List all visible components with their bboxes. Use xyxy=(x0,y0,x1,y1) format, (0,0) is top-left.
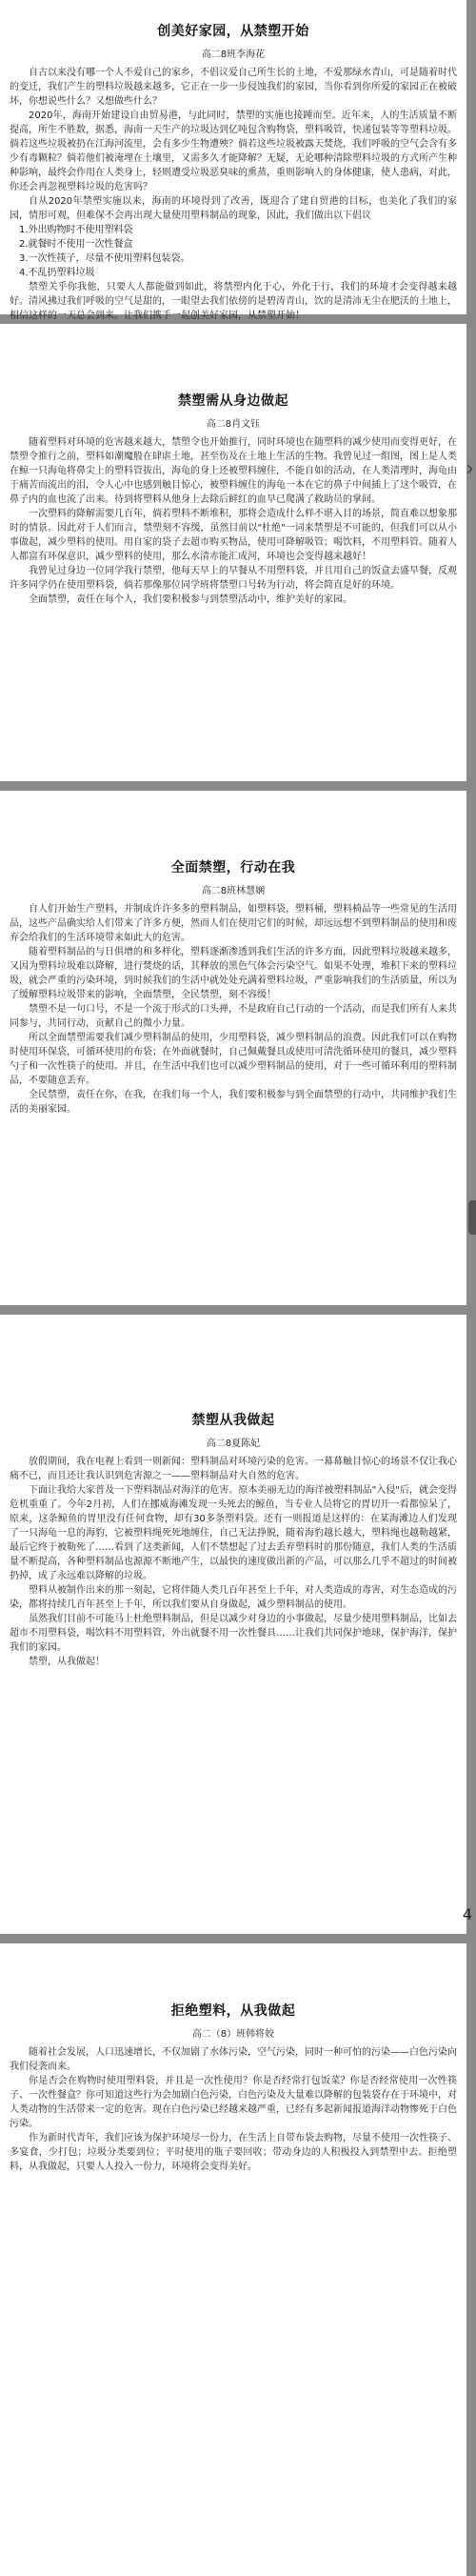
essay-paragraph: 禁塑不是一句口号，不是一个流于形式的口头禅，不是政府自己行动的一个活动，而是我们所有人来共同参与，共同行动，贡献自己的微小力量。 xyxy=(10,1004,457,1029)
essay-title: 禁塑需从身边做起 xyxy=(178,393,288,409)
document-page-5 xyxy=(0,1943,466,2576)
essay-paragraph: 一次塑料的降解需要几百年，倘若塑料不断堆积，那将会造成什么样不堪入目的场景，简直难以想象那时的情景。因此对于人们而言，禁塑刻不容缓，虽然目前以"杜绝"一词来禁塑是不可能的，但我们可以从小事做起，减少塑料的使用。用自家的袋子去超市购买物品，使用可降解吸管；喝饮料，不用塑料管。随着人人都富有环保意识，减少塑料的使用，那么水清赤能汇成河，环境也会变得越来越好！ xyxy=(10,509,457,562)
essay-paragraph: 我曾见过身边一位同学我行禁塑，他每天早上的早餐从不用塑料袋，并且用自己的饭盒去盛早餐，反观许多同学仍在使用塑料袋，倘若那像那位同学班将禁塑口号转为行动，将会简直是好的环境。 xyxy=(10,566,457,591)
essay-author: 高二8夏陈妃 xyxy=(206,1439,261,1449)
essay-author: 高二8班李海花 xyxy=(201,50,266,60)
essay-paragraph: 随着社会发展，人口迅速增长，不仅加剧了水体污染，空气污染，同时一种可怕的污染——白色污染向我们侵袭而来。 xyxy=(10,2047,457,2072)
scrollbar-handle[interactable] xyxy=(468,1200,476,1235)
essay-paragraph: 你是否会在购物时使用塑料袋，并且是一次性使用？你是否经常打包饭菜？你是否经常使用一次性筷子、一次性餐盒？你可知道这些行为会加剧白色污染，白色污染及大量难以降解的包装袋存在于环境中，对人类动物的生活带来一定的危害。现在白色污染已经越来越严重，已经有多起新闻报道海洋动物惨死于白色污染。 xyxy=(10,2076,457,2129)
list-item: 2.就餐时不使用一次性餐盒 xyxy=(19,239,133,250)
essay-paragraph: 自从2020年禁塑实施以来，海南的环境得到了改善，既迎合了建自贸港的目标，也美化了我们的家园，情形可观，但难保不会再出现大量使用塑料制品的现象，因此，我们做出以下倡议 xyxy=(10,196,457,221)
document-page-2 xyxy=(0,324,466,781)
essay-paragraph: 作为新时代青年，我们应该为保护环境尽一份力，在生活上自带布袋去购物，尽量不使用一次性筷子、多宴食，少打包；垃圾分类要到位；平时使用的瓶子要回收；带动身边的人积极投入到禁塑中去。拒绝塑料，从我做起，只要人人投入一份力，环境将会变得美好。 xyxy=(10,2133,457,2172)
document-page-3 xyxy=(0,791,466,1305)
essay-author: 高二（8）班韩将姣 xyxy=(191,2029,275,2040)
essay-paragraph: 自人们开始生产塑料，并制成许许多多的塑料制品，如塑料袋，塑料桶，塑料椅品等一些常见的生活用品，这些产品确实给人们带来了许多方便，然而人们在使用它们的时候，却远远想不到塑料制品的使用和废弃会给我们的生活环境带来如此大的危害。 xyxy=(10,904,457,943)
essay-title: 禁塑从我做起 xyxy=(191,1413,275,1428)
next-page-arrow-icon[interactable]: › xyxy=(466,457,474,481)
essay-paragraph: 禁塑，从我做起！ xyxy=(29,1657,105,1667)
essay-paragraph: 所以全面禁塑需要我们减少塑料制品的使用，少用塑料袋，减少塑料制品的浪费。因此我们可以在购物时使用环保袋，可循环使用的布袋；在外面就餐时，自己佩戴餐具或使用可清洗循环使用的餐具，减少塑料勺子和一次性筷子的使用。并且，在生活中我们也可以减少塑料制品的使用，对于一些可循环利用的塑料制品，不要随意丢弃。 xyxy=(10,1033,457,1086)
list-item: 1.外出购物时不使用塑料袋 xyxy=(19,225,133,235)
list-item: 3.一次性筷子，尽量不使用塑料包装袋。 xyxy=(19,253,190,264)
essay-paragraph: 塑料从被制作出来的那一刻起，它将伴随人类几百年甚至上千年，对人类造成的毒害，对生态造成的污染，都将持续几百年甚至上千年，所以我们要从自身做起，减少塑料制品的使用。 xyxy=(10,1585,457,1610)
essay-title: 拒绝塑料，从我做起 xyxy=(170,2003,296,2019)
list-item: 4.不乱扔塑料垃圾 xyxy=(19,268,95,278)
page-number: 4 xyxy=(462,1905,472,1923)
essay-title: 全面禁塑，行动在我 xyxy=(170,860,296,875)
essay-paragraph: 虽然我们目前不可能马上杜绝塑料制品，但是以减少对身边的小事做起，尽量少使用塑料制品，比如去超市不用塑料袋，喝饮料不用塑料管，外出就餐不用一次性餐具……让我们共同保护地球，保护海洋，保护我们的家园。 xyxy=(10,1614,457,1653)
essay-paragraph: 随着塑料对环境的危害越来越大，禁塑令也开始推行，同时环境也在随塑料的减少使用而变得更好，在禁塑令推行之前，塑料如潮魔般在肆虐土地，甚至伤及在土地上生活的生物。我曾见过一组图，图上是人类在鲸一只海龟将鼻尖上的塑料管拔出，海龟的身上还被塑料缠住，不能自如的活动，在人类清理时，海龟由于痛苦而流出的泪，令人心中也感到触目惊心，被塑料缠住的海龟一本在它的鼻子中间插上了这个吸管，在鼻子内的血也流了出来。待到将塑料从他身上去除后鲜红的血早已爬满了救助员的掌间。 xyxy=(10,437,457,505)
essay-paragraph: 下面让我给大家普及一下塑料制品对海洋的危害。原本美丽无边的海洋被塑料制品"入侵"后，就会变得危机重重了。今年2月初，人们在挪威海滩发现一头死去的鲸鱼，当专业人员将它的胃切开一看都惊呆了，原来，这条鲸鱼的胃里没有任何食物，却有30多条塑料袋。还有一则报道是这样的：在某海滩边人们发现了一只海龟一息的海豹，它被塑料绳死死地缠住，自己无法挣脱，随着海豹越长越大，塑料绳也越勒越紧，最后它终于被勒死了……看到了这类新闻，人们不禁想起了过去丢弃塑料时的那份随意，我们人类的生活质量不断提高，各种塑料制品也源源不断地产生，以最快的速度做出新的产品，可以那么几乎不超过的时间被扔掉，成了永远难以降解的垃圾。 xyxy=(10,1485,457,1581)
essay-paragraph: 自古以来没有哪一个人不爱自己的家乡，不倡议爱自己所生长的土地，不爱那绿水青山，可是随着时代的变迁，我们产生的塑料垃圾越来越多，它正在一步一步侵蚀我们的家园，当你看到你所爱的家园正在被破坏，你想说些什么？又想做些什么？ xyxy=(10,68,457,107)
essay-author: 高二8肖文钰 xyxy=(206,419,261,430)
essay-paragraph: 禁塑关乎你我他，只要人人都能做到如此，将禁塑内化于心，外化于行，我们的环境才会变得越来越好。清风拂过我们呼吸的空气是甜的，一眼望去我们依傍的是碧涛青山，饮的是清沛无尘在肥沃的土地上，相信这样的一天总会到来。让我们携手一起创美好家园，从禁塑开始！ xyxy=(10,282,457,321)
document-page-4 xyxy=(0,1315,466,1934)
essay-paragraph: 全面禁塑，责任在每个人，我们要积极参与到禁塑活动中，维护美好的家园。 xyxy=(29,594,352,605)
essay-paragraph: 全民禁塑，责任在你，在我，在我们每一个人，我们要积极参与到全面禁塑的行动中，共同维护我们生活的美丽家园。 xyxy=(10,1090,457,1115)
document-page-1 xyxy=(0,0,466,321)
essay-title: 创美好家园，从禁塑开始 xyxy=(157,24,309,39)
essay-author: 高二8班林慧娴 xyxy=(201,886,266,896)
essay-paragraph: 2020年，海南开始建设自由贸易港，与此同时，禁塑的实施也接踵而至。近年来，人的生活质量不断提高，所生不胜数，据悉，海南一天生产的垃圾达到亿吨包含购物袋，塑料吸管，快递包装等等塑料垃圾。倘若这些垃圾被扔在江海河流里，会有多少生物遭殃？倘若这些垃圾被露天焚烧，我们呼吸的空气会含有多少有毒颗粒？倘若他们被淹埋在土壤里，又需多久才能降解？无疑，无论哪种清除塑料垃圾的方式所产生种种影响，最终会作用在人类身上，轻则遭受垃圾恶臭味的熏蒸，重则影响人的身体健康，使人患病，对此，你还会再忽视塑料垃圾的危害吗？ xyxy=(10,111,457,192)
essay-paragraph: 放假期间，我在电视上看到一则新闻：塑料制品对环境污染的危害。一幕幕触目惊心的场景不仅让我心痛不已，而且还让我认识到危害源之一——塑料制品对大自然的危害。 xyxy=(10,1457,457,1481)
essay-paragraph: 随着塑料制品的与日俱增的和多样化，塑料逐渐渗透到我们生活的许多方面，因此塑料垃圾越来越多，又因为塑料垃圾难以降解，进行焚烧的话，其释放的黑色气体会污染空气。如果不处理，堆积下来的塑料垃圾，就会严重的污染环境，到时候我们的生活中就处处充满着塑料垃圾，严重影响我们的生活质量，所以为了缓解塑料垃圾带来的影响，全面禁塑，全民禁塑，刻不容缓！ xyxy=(10,947,457,1000)
